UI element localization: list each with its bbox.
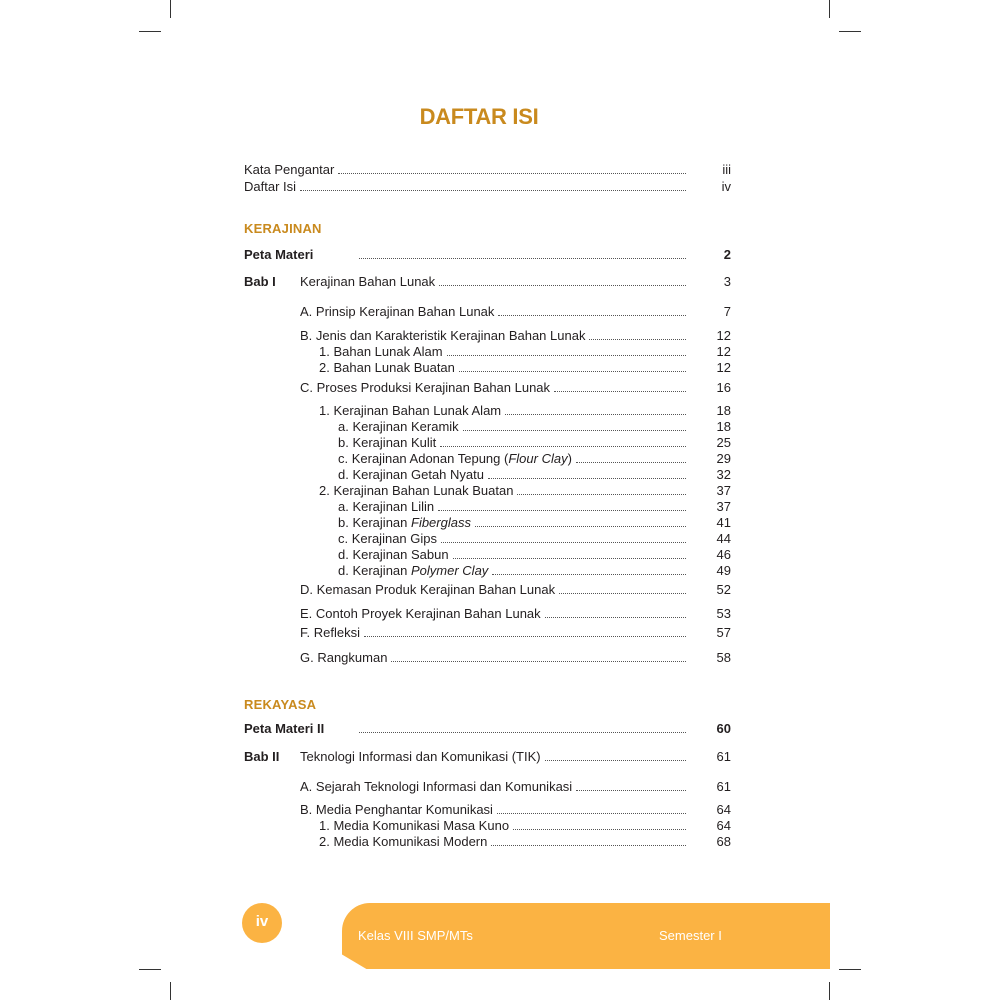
toc-entry-label: A. Prinsip Kerajinan Bahan Lunak — [300, 304, 495, 319]
section-heading-kerajinan: KERAJINAN — [244, 221, 322, 236]
toc-entry[interactable] — [319, 483, 731, 499]
toc-entry[interactable] — [244, 179, 731, 195]
toc-entry-page: 7 — [723, 304, 731, 319]
toc-entry-page: iii — [722, 162, 731, 177]
toc-entry-label: B. Media Penghantar Komunikasi — [300, 802, 493, 817]
toc-entry-page: 68 — [716, 834, 731, 849]
crop-mark — [839, 31, 861, 32]
toc-entry-page: 12 — [716, 344, 731, 359]
footer-semester-label: Semester I — [659, 928, 722, 943]
toc-entry-page: 2 — [723, 247, 731, 262]
toc-entry-peta-materi[interactable] — [244, 247, 731, 263]
toc-entry-page: 37 — [716, 483, 731, 498]
toc-entry[interactable] — [300, 582, 731, 598]
toc-entry[interactable] — [300, 328, 731, 344]
toc-entry-label: Kerajinan Bahan Lunak — [300, 274, 436, 289]
toc-entry-peta-materi-ii[interactable] — [244, 721, 731, 737]
toc-entry-label: Peta Materi — [244, 247, 314, 262]
toc-entry-label: D. Kemasan Produk Kerajinan Bahan Lunak — [300, 582, 556, 597]
toc-entry[interactable] — [300, 304, 731, 320]
crop-mark — [139, 31, 161, 32]
bab-label: Bab I — [244, 274, 276, 289]
toc-entry[interactable] — [338, 515, 731, 531]
toc-entry-page: 52 — [716, 582, 731, 597]
toc-entry-page: 18 — [716, 403, 731, 418]
toc-entry-page: 25 — [716, 435, 731, 450]
toc-entry-bab[interactable] — [300, 749, 731, 765]
toc-entry-label: B. Jenis dan Karakteristik Kerajinan Bahan Lunak — [300, 328, 586, 343]
toc-entry-label: d. Kerajinan Getah Nyatu — [338, 467, 484, 482]
toc-entry-page: 18 — [716, 419, 731, 434]
toc-entry[interactable] — [319, 360, 731, 376]
toc-entry[interactable] — [300, 779, 731, 795]
toc-entry-label: F. Refleksi — [300, 625, 360, 640]
toc-entry-page: 64 — [716, 818, 731, 833]
toc-entry-label: 2. Kerajinan Bahan Lunak Buatan — [319, 483, 514, 498]
toc-entry-page: 64 — [716, 802, 731, 817]
toc-entry-page: 61 — [716, 749, 731, 764]
toc-entry[interactable] — [338, 531, 731, 547]
toc-entry-label: G. Rangkuman — [300, 650, 388, 665]
toc-entry[interactable] — [319, 403, 731, 419]
toc-entry-label: b. Kerajinan Kulit — [338, 435, 437, 450]
toc-entry-label: C. Proses Produksi Kerajinan Bahan Lunak — [300, 380, 551, 395]
page-title: DAFTAR ISI — [419, 104, 539, 129]
toc-entry-page: 37 — [716, 499, 731, 514]
toc-entry-label: b. Kerajinan Fiberglass — [338, 515, 471, 530]
footer-class-label: Kelas VIII SMP/MTs — [358, 928, 473, 943]
toc-entry-label: 1. Media Komunikasi Masa Kuno — [319, 818, 510, 833]
toc-entry-page: 44 — [716, 531, 731, 546]
toc-entry-page: 46 — [716, 547, 731, 562]
toc-entry[interactable] — [338, 563, 731, 579]
toc-entry-label: Kata Pengantar — [244, 162, 335, 177]
toc-entry[interactable] — [244, 162, 731, 178]
crop-mark — [829, 982, 830, 1000]
bab-label: Bab II — [244, 749, 280, 764]
toc-entry-label: d. Kerajinan Sabun — [338, 547, 449, 562]
toc-entry-page: 57 — [716, 625, 731, 640]
toc-entry-page: 58 — [716, 650, 731, 665]
toc-entry-label: 2. Media Komunikasi Modern — [319, 834, 488, 849]
toc-entry-label: A. Sejarah Teknologi Informasi dan Komunikasi — [300, 779, 573, 794]
toc-entry-label: Daftar Isi — [244, 179, 297, 194]
toc-entry[interactable] — [338, 547, 731, 563]
toc-entry[interactable] — [300, 650, 731, 666]
toc-entry-page: 3 — [723, 274, 731, 289]
toc-entry[interactable] — [300, 802, 731, 818]
toc-entry[interactable] — [338, 467, 731, 483]
toc-entry-page: 12 — [716, 328, 731, 343]
toc-entry-page: 60 — [716, 721, 731, 736]
toc-entry-page: 12 — [716, 360, 731, 375]
toc-entry-page: iv — [721, 179, 731, 194]
crop-mark — [170, 982, 171, 1000]
toc-entry[interactable] — [300, 380, 731, 396]
toc-entry[interactable] — [338, 435, 731, 451]
toc-entry[interactable] — [300, 625, 731, 641]
crop-mark — [839, 969, 861, 970]
toc-entry[interactable] — [338, 451, 731, 467]
toc-entry-page: 49 — [716, 563, 731, 578]
toc-entry-page: 61 — [716, 779, 731, 794]
section-heading-rekayasa: REKAYASA — [244, 697, 317, 712]
toc-entry-label: Teknologi Informasi dan Komunikasi (TIK) — [300, 749, 541, 764]
toc-entry[interactable] — [300, 606, 731, 622]
toc-entry[interactable] — [319, 344, 731, 360]
toc-entry-page: 41 — [716, 515, 731, 530]
toc-entry-label: Peta Materi II — [244, 721, 325, 736]
toc-entry-page: 53 — [716, 606, 731, 621]
crop-mark — [170, 0, 171, 18]
toc-entry[interactable] — [319, 818, 731, 834]
toc-entry[interactable] — [338, 419, 731, 435]
toc-entry-label: d. Kerajinan Polymer Clay — [338, 563, 489, 578]
toc-entry-label: 1. Kerajinan Bahan Lunak Alam — [319, 403, 502, 418]
toc-entry-label: 2. Bahan Lunak Buatan — [319, 360, 455, 375]
toc-entry-label: 1. Bahan Lunak Alam — [319, 344, 443, 359]
toc-entry-page: 29 — [716, 451, 731, 466]
crop-mark — [829, 0, 830, 18]
toc-entry-label: c. Kerajinan Adonan Tepung (Flour Clay) — [338, 451, 572, 466]
toc-entry-label: E. Contoh Proyek Kerajinan Bahan Lunak — [300, 606, 541, 621]
toc-entry-bab[interactable] — [300, 274, 731, 290]
crop-mark — [139, 969, 161, 970]
toc-entry[interactable] — [338, 499, 731, 515]
page-number-badge: iv — [242, 903, 282, 943]
toc-entry-label: a. Kerajinan Keramik — [338, 419, 459, 434]
toc-entry-label: c. Kerajinan Gips — [338, 531, 437, 546]
toc-entry-page: 32 — [716, 467, 731, 482]
toc-entry-label: a. Kerajinan Lilin — [338, 499, 435, 514]
toc-entry[interactable] — [319, 834, 731, 850]
toc-entry-page: 16 — [716, 380, 731, 395]
